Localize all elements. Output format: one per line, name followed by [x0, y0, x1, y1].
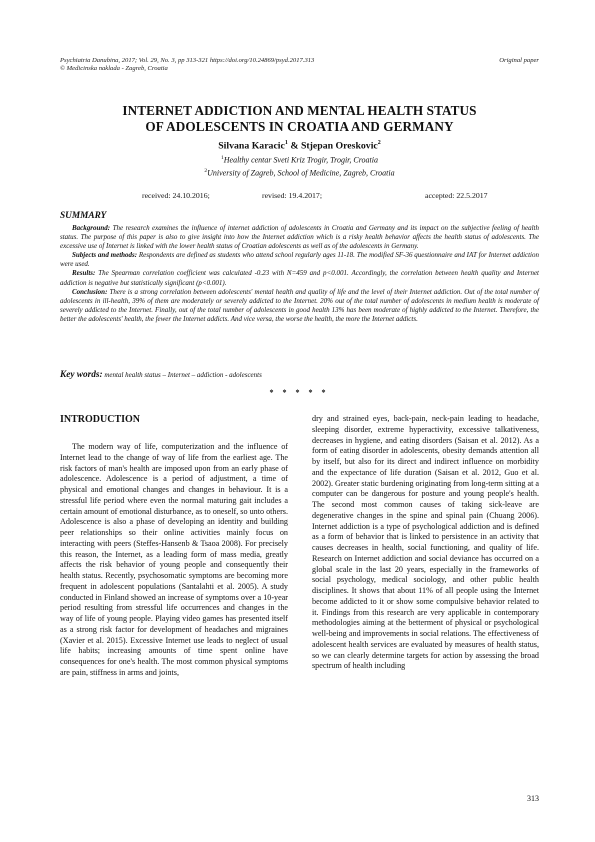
keywords-label: Key words: — [60, 370, 103, 380]
abstract-conclusion — [60, 288, 539, 324]
accepted-date: accepted: 22.5.2017 — [425, 191, 488, 200]
introduction-heading: INTRODUCTION — [60, 414, 141, 425]
running-header — [60, 57, 539, 74]
abstract-text: The Spearman correlation coefficient was calculated -0.23 with N=459 and p<0.001. Accordingly, the correlation between health quality and Internet addiction is negative but statistically significant (p<0.001). — [60, 269, 539, 287]
citation-line: Psychiatria Danubina, 2017; Vol. 29, No. 3, pp 313-321 https://doi.org/10.24869/psyd.2017.313 — [60, 57, 315, 64]
affiliation-mark: 1 — [221, 155, 224, 161]
abstract-label: Results: — [72, 269, 96, 278]
abstract-label: Subjects and methods: — [72, 251, 138, 260]
abstract-background — [60, 224, 539, 251]
copyright-line: © Medicinska naklada - Zagreb, Croatia — [60, 65, 168, 73]
received-date: received: 24.10.2016; — [142, 191, 210, 200]
abstract-text: The research examines the influence of internet addiction of adolescents in Croatia and Germany and its impact on the subjective feeling of health status. The purpose of this paper is also to give insight into how the Internet addiction which is a risky health behavior affects the health status of adolescents. The excessive use of Internet is linked with the lower health status of Croatian adolescents as well as of the adolescents in Germany. — [60, 224, 539, 251]
summary-heading: SUMMARY — [60, 211, 107, 221]
affiliation-mark: 2 — [204, 167, 208, 174]
abstract-label: Background: — [72, 224, 111, 232]
body-paragraph: dry and strained eyes, back-pain, neck-pain leading to headache, sleeping disorder, extreme hyperactivity, excessive talkativeness, decreases in hygiene, and eating disorders (Saisan et al. 2012). As a form of eating disorder in adolescents, obesity demands attention all by itself, but also for its direct and indirect influence on morbidity and the expectance of life duration (Saisan et al. 2012, Guo et al. 2002). Greater static burdening originating from long-term sitting at a computer can be dangerous for posture and young people's health. The second most common causes of taking sick-leave are degenerative changes in the spine and spinal pain (Chuang 2006). Internet addiction is a type of psychological addiction and is defined as a form of behavior that is linked to persistence in an activity that causes decreases in health, social functioning, and quality of life. Research on Internet addiction and social deviance has occurred on a global scale in the last 20 years, especially in the frameworks of social psychology, medical sociology, and other public health disciplines. It shows that about 11% of all people using the Internet become addicted to it or show some compulsive behavior related to it. Findings from this research are very applicable in contemporary methodologies aiming at the betterment of physical or psychological well-being and improvements in social relations. The effectiveness of adolescent health services are evaluated by measures of health status, so we can clearly determine targets for action by assessing the broad spectrum of health including — [312, 414, 539, 671]
author-list — [60, 140, 539, 151]
section-separator: * * * * * — [269, 388, 326, 397]
affiliation-mark: 1 — [284, 140, 288, 146]
left-column — [60, 414, 288, 679]
title-line-1: INTERNET ADDICTION AND MENTAL HEALTH STATUS — [122, 103, 477, 118]
paper-title — [60, 103, 539, 135]
affiliation-text: University of Zagreb, School of Medicine, Zagreb, Croatia — [207, 168, 395, 178]
page-number: 313 — [527, 794, 539, 803]
right-column — [312, 414, 539, 672]
body-paragraph: The modern way of life, computerization and the influence of Internet lead to the change of way of life from the earliest age. The risk factors of man's health are imposed upon from an early phase of adolescence. Adolescence is a period of adjustment, a time of physical and emotional changes and changes in behaviour. It is a stressful life period where even the normal maturing gait includes a certain amount of emotional disturbance, as to oneself, so unto others. Adolescence is also a phase of developing an identity and building peer relationships so their online activities mainly focus on interacting with peers (Steffes-Hansenb & Tsaoa 2008). For precisely this reason, the Internet, as a leading form of mass media, greatly affects the risk behavior of young people and consequently their health status. Recently, psychosomatic symptoms are becoming more frequent in adolescent populations (Santalahti et al. 2005). A study conducted in Finland showed an increase of symptoms over a 10-year period resulting from stressful life occurrences and changes in the way of life of young people. Playing video games has presented itself as a strong risk factor for development of headaches and migraines (Xavier et al. 2015). Excessive Internet use leads to neglect of usual life habits; increasing amounts of time spent online have consequences for one's health. The most common physical symptoms are pain, stiffness in arms and joints, — [60, 442, 288, 677]
abstract — [60, 224, 539, 324]
keywords-text: mental health status – Internet – addiction - adolescents — [102, 371, 262, 379]
affiliation-text: Healthy centar Sveti Kriz Trogir, Trogir, Croatia — [223, 155, 378, 165]
affiliation-line — [60, 153, 539, 166]
abstract-results — [60, 269, 539, 287]
abstract-text: There is a strong correlation between adolescents' mental health and quality of life and the level of their Internet addiction. Out of the total number of adolescents in ill-health, 39% of them are moderately or severely addicted to the Internet. 20% out of the total number of adolescents in medium health is moderate of severely addicted to the Internet. Finally, out of the total number of adolescents in good health 13% has been moderate of highly addicted to the Internet. Therefore, the better the adolescents' health, the fewer the Internet addicts. And vice versa, the worse the health, the more the Internet addicts. — [60, 287, 539, 323]
title-line-2: OF ADOLESCENTS IN CROATIA AND GERMANY — [145, 119, 454, 134]
abstract-label: Conclusion: — [72, 287, 108, 296]
author-separator: & — [287, 140, 301, 152]
abstract-text: Respondents are defined as students who attend school regularly ages 11-18. The modified SF-36 questionnaire and IAT for Internet addiction were used. — [60, 251, 540, 269]
keywords — [60, 370, 539, 380]
paper-type: Original paper — [499, 57, 539, 64]
affiliation-mark: 2 — [377, 140, 381, 146]
affiliations — [60, 153, 539, 178]
revised-date: revised: 19.4.2017; — [262, 191, 322, 200]
abstract-methods — [60, 251, 539, 269]
author-name: Stjepan Oreskovic — [300, 140, 378, 152]
author-name: Silvana Karacic — [218, 140, 285, 152]
affiliation-line — [60, 166, 539, 179]
